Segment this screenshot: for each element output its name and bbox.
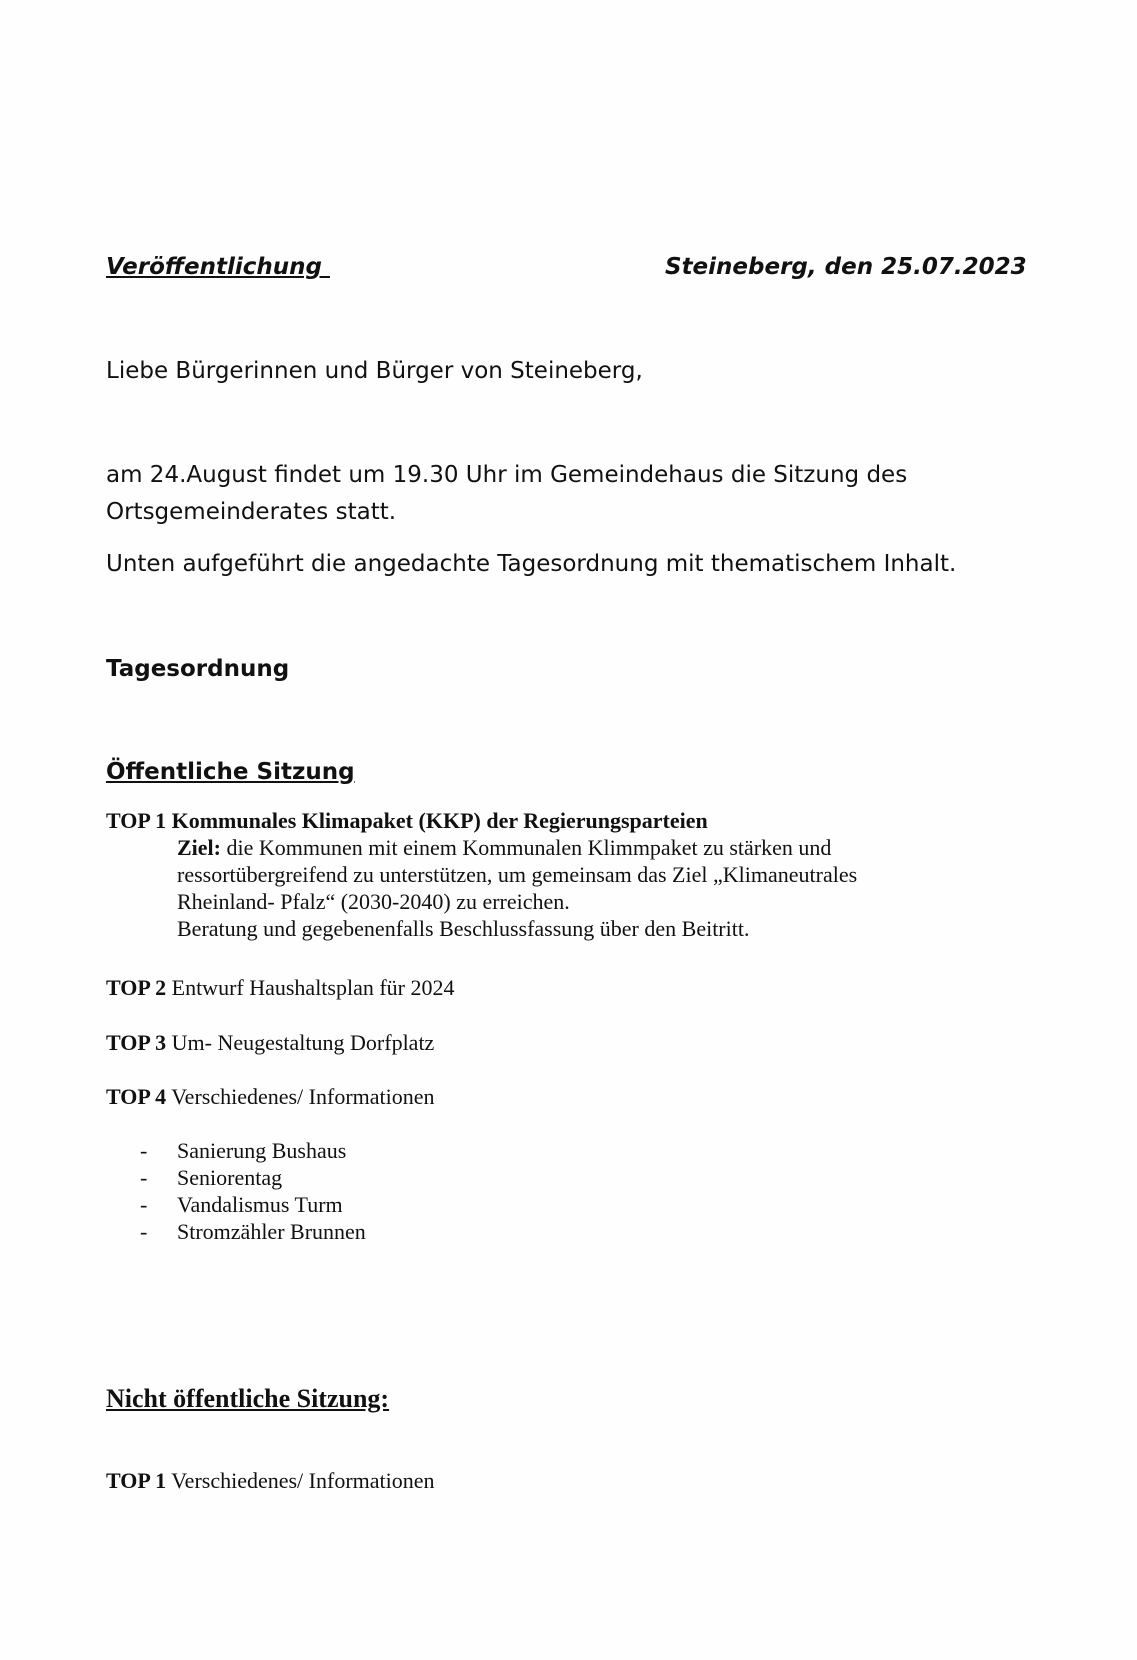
public-session-title: Öffentliche Sitzung: [106, 759, 355, 785]
nonpublic-session-title: Nicht öffentliche Sitzung:: [106, 1384, 390, 1413]
nonpublic-top1-item: [106, 1468, 435, 1494]
top1-detail-line-2: ressortübergreifend zu unterstützen, um gemeinsam das Ziel „Klimaneutrales: [177, 862, 858, 887]
nonpublic-top1-number: TOP 1: [106, 1468, 167, 1493]
bullet-item: Sanierung Bushaus: [177, 1138, 347, 1163]
bullet-item: Vandalismus Turm: [177, 1192, 343, 1217]
agenda-title: Tagesordnung: [106, 656, 290, 682]
greeting: Liebe Bürgerinnen und Bürger von Steineberg,: [106, 358, 643, 384]
goal-text: die Kommunen mit einem Kommunalen Klimmpaket zu stärken und: [221, 835, 832, 860]
bullet-item: Stromzähler Brunnen: [177, 1219, 366, 1244]
bullet-item: Seniorentag: [177, 1165, 283, 1190]
top2-number: TOP 2: [106, 975, 167, 1000]
bullet-dash: -: [140, 1192, 148, 1217]
top1-goal-line: [177, 835, 831, 861]
top4-number: TOP 4: [106, 1084, 167, 1109]
intro-line-1: am 24.August findet um 19.30 Uhr im Gemeindehaus die Sitzung des: [106, 462, 908, 488]
top2-text: Entwurf Haushaltsplan für 2024: [166, 975, 455, 1000]
top2-item: [106, 975, 455, 1001]
bullet-dash: -: [140, 1138, 148, 1163]
place-date: Steineberg, den 25.07.2023: [665, 254, 1027, 280]
top1-detail-line-3: Rheinland- Pfalz“ (2030-2040) zu erreichen.: [177, 889, 570, 914]
top3-number: TOP 3: [106, 1030, 167, 1055]
publication-label: Veröffentlichung: [106, 254, 330, 280]
top1-heading: TOP 1 Kommunales Klimapaket (KKP) der Regierungsparteien: [106, 808, 708, 833]
goal-label: Ziel:: [177, 835, 221, 860]
intro-line-3: Unten aufgeführt die angedachte Tagesordnung mit thematischem Inhalt.: [106, 551, 957, 577]
bullet-dash: -: [140, 1219, 148, 1244]
bullet-dash: -: [140, 1165, 148, 1190]
top3-text: Um- Neugestaltung Dorfplatz: [166, 1030, 435, 1055]
nonpublic-top1-text: Verschiedenes/ Informationen: [166, 1468, 435, 1493]
top3-item: [106, 1030, 434, 1056]
intro-line-2: Ortsgemeinderates statt.: [106, 499, 397, 525]
top4-text: Verschiedenes/ Informationen: [166, 1084, 435, 1109]
top1-detail-line-4: Beratung und gegebenenfalls Beschlussfassung über den Beitritt.: [177, 916, 750, 941]
top4-item: [106, 1084, 435, 1110]
